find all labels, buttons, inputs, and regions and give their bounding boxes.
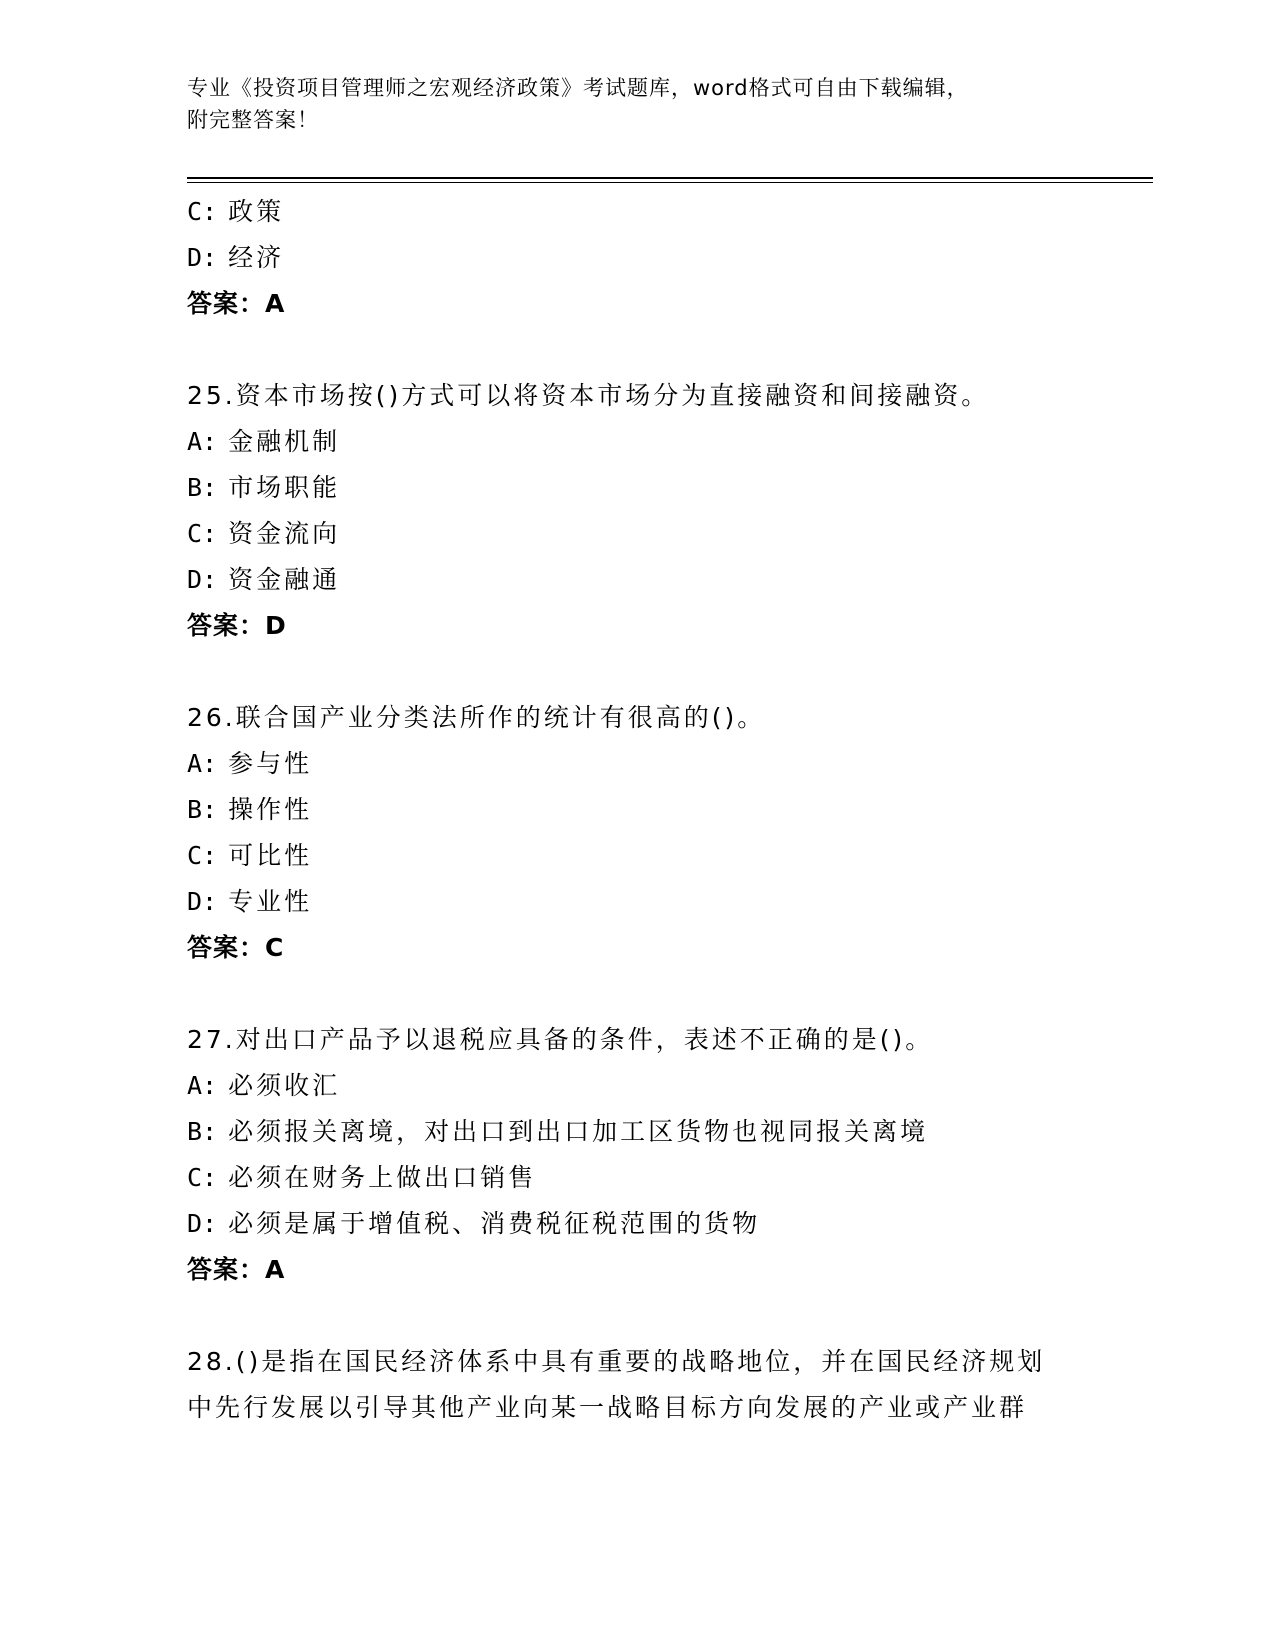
option-c: [187, 1155, 1167, 1201]
option-d: [187, 879, 1167, 925]
option-text: 必须在财务上做出口销售: [228, 1163, 537, 1192]
header-divider: [187, 177, 1153, 183]
option-text: 资金流向: [228, 519, 341, 548]
option-text: 资金融通: [228, 565, 341, 594]
option-letter: B:: [187, 1117, 218, 1146]
spacer: [187, 971, 1167, 1017]
option-text: 必须收汇: [228, 1071, 341, 1100]
answer-label: 答案：A: [187, 1255, 286, 1284]
option-text: 可比性: [228, 841, 313, 870]
option-a: [187, 741, 1167, 787]
question-24-tail: [187, 189, 1167, 327]
option-letter: A:: [187, 1071, 218, 1100]
option-c: [187, 511, 1167, 557]
question-25: [187, 373, 1167, 649]
option-letter: B:: [187, 473, 218, 502]
option-d: [187, 557, 1167, 603]
option-c: [187, 189, 1167, 235]
option-letter: C:: [187, 1163, 218, 1192]
option-text: 市场职能: [228, 473, 341, 502]
question-list: [187, 189, 1167, 1431]
option-text: 金融机制: [228, 427, 341, 456]
option-letter: D:: [187, 1209, 218, 1238]
question-stem: 26.联合国产业分类法所作的统计有很高的()。: [187, 703, 766, 732]
question-28: [187, 1339, 1167, 1431]
question-stem: 27.对出口产品予以退税应具备的条件，表述不正确的是()。: [187, 1025, 934, 1054]
option-letter: D:: [187, 565, 218, 594]
answer-label: 答案：A: [187, 289, 286, 318]
answer-label: 答案：C: [187, 933, 285, 962]
option-letter: D:: [187, 887, 218, 916]
spacer: [187, 1293, 1167, 1339]
option-letter: D:: [187, 243, 218, 272]
option-text: 政策: [228, 197, 285, 226]
option-c: [187, 833, 1167, 879]
option-text: 操作性: [228, 795, 313, 824]
option-b: [187, 787, 1167, 833]
option-text: 专业性: [228, 887, 313, 916]
header-line-1: 专业《投资项目管理师之宏观经济政策》考试题库，word格式可自由下载编辑，: [187, 76, 969, 100]
question-26: [187, 695, 1167, 971]
option-b: [187, 1109, 1167, 1155]
option-d: [187, 1201, 1167, 1247]
option-a: [187, 1063, 1167, 1109]
header-line-2: 附完整答案！: [187, 108, 319, 132]
option-letter: C:: [187, 197, 218, 226]
answer-label: 答案：D: [187, 611, 287, 640]
question-27: [187, 1017, 1167, 1293]
option-letter: C:: [187, 841, 218, 870]
question-stem: 25.资本市场按()方式可以将资本市场分为直接融资和间接融资。: [187, 381, 990, 410]
option-text: 参与性: [228, 749, 313, 778]
spacer: [187, 649, 1167, 695]
option-b: [187, 465, 1167, 511]
option-a: [187, 419, 1167, 465]
option-letter: C:: [187, 519, 218, 548]
option-text: 必须报关离境，对出口到出口加工区货物也视同报关离境: [228, 1117, 929, 1146]
option-text: 必须是属于增值税、消费税征税范围的货物: [228, 1209, 761, 1238]
question-stem-line-1: 28.()是指在国民经济体系中具有重要的战略地位，并在国民经济规划: [187, 1347, 1046, 1376]
document-header: [187, 72, 1147, 136]
option-letter: B:: [187, 795, 218, 824]
question-stem-line-2: 中先行发展以引导其他产业向某一战略目标方向发展的产业或产业群: [187, 1393, 1028, 1422]
option-d: [187, 235, 1167, 281]
spacer: [187, 327, 1167, 373]
option-letter: A:: [187, 749, 218, 778]
option-text: 经济: [228, 243, 285, 272]
option-letter: A:: [187, 427, 218, 456]
